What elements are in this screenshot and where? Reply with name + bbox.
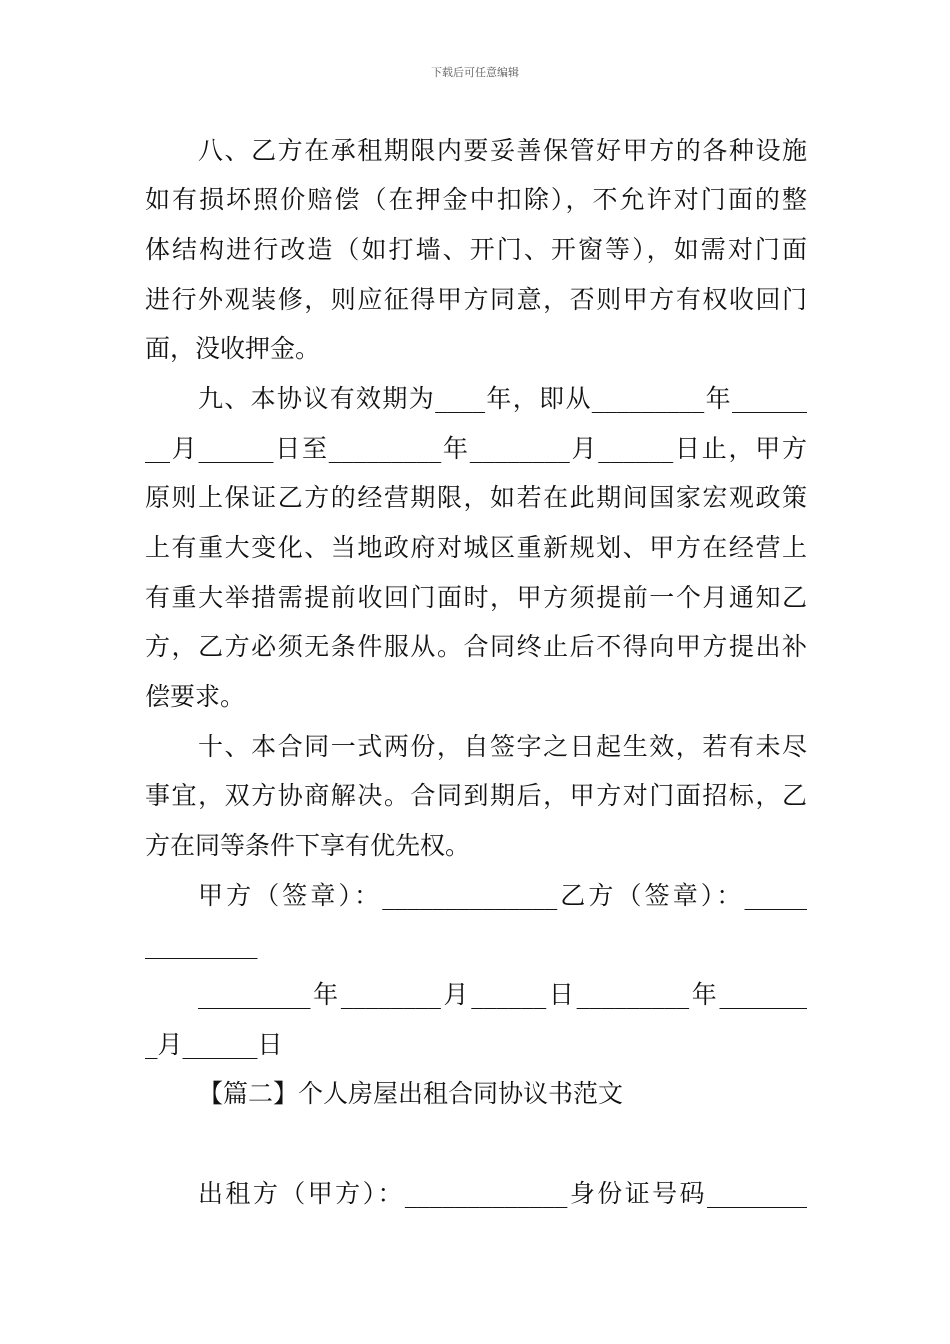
section-heading: 【篇二】个人房屋出租合同协议书范文: [198, 1079, 624, 1108]
clause-9-line-5: 有重大举措需提前收回门面时，甲方须提前一个月通知乙: [145, 583, 807, 612]
clause-9-line-1: 九、本协议有效期为____年，即从_________年______: [198, 384, 807, 413]
clause-10-line-1: 十、本合同一式两份，自签字之日起生效，若有未尽: [198, 732, 807, 761]
date-line-1: _________年________月______日_________年_______: [198, 980, 807, 1009]
clause-9-line-7: 偿要求。: [145, 682, 246, 711]
header-note: 下载后可任意编辑: [431, 66, 519, 79]
clause-9-line-3: 原则上保证乙方的经营期限，如若在此期间国家宏观政策: [145, 483, 807, 512]
lessor-line: 出租方（甲方）：_____________身份证号码________: [198, 1179, 807, 1208]
clause-8-line-2: 如有损坏照价赔偿（在押金中扣除），不允许对门面的整: [145, 185, 807, 214]
clause-8-line-5: 面，没收押金。: [145, 334, 321, 363]
clause-9-line-2: __月______日至_________年________月______日止，甲方: [145, 434, 807, 463]
clause-8-line-3: 体结构进行改造（如打墙、开门、开窗等），如需对门面: [145, 235, 807, 264]
clause-9-line-6: 方，乙方必须无条件服从。合同终止后不得向甲方提出补: [145, 632, 807, 661]
clause-10-line-3: 方在同等条件下享有优先权。: [145, 831, 471, 860]
clause-8-line-4: 进行外观装修，则应征得甲方同意，否则甲方有权收回门: [145, 285, 807, 314]
signature-line-1: 甲方（签章）：______________乙方（签章）：_____: [198, 881, 807, 910]
signature-line-2: _________: [145, 930, 258, 959]
clause-10-line-2: 事宜，双方协商解决。合同到期后，甲方对门面招标，乙: [145, 781, 807, 810]
clause-9-line-4: 上有重大变化、当地政府对城区重新规划、甲方在经营上: [145, 533, 807, 562]
clause-8-line-1: 八、乙方在承租期限内要妥善保管好甲方的各种设施: [198, 136, 807, 165]
date-line-2: _月______日: [145, 1030, 283, 1059]
